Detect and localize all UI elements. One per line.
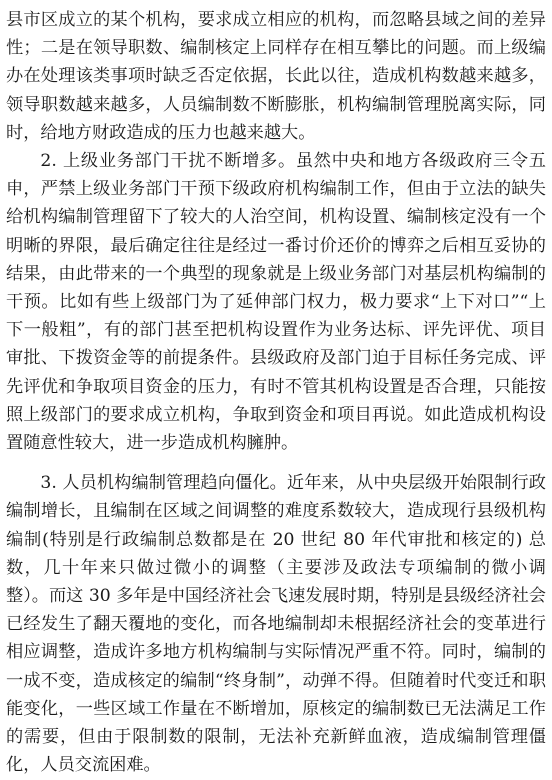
document-page bbox=[6, 6, 546, 774]
paragraph-point-3-staffing-rigidity: 3. 人员机构编制管理趋向僵化。近年来，从中央层级开始限制行政编制增长，且编制在区域之间调整的难度系数较大，造成现行县级机构编制(特别是行政编制总数都是在 20 世纪 80 年代审批和核定的) 总数，几十年来只做过微小的调整（主要涉及政法专项编制的微小调整）。而这 30 多年是中国经济社会飞速发展时期，特别是县级经济社会已经发生了翻天覆地的变化，而各地编制却未根据经济社会的变革进行相应调整，造成许多地方机构编制与实际情况严重不符。同时，编制的一成不变，造成核定的编制“终身制”，动弹不得。但随着时代变迁和职能变化，一些区域工作量在不断增加，原核定的编制数已无法满足工作的需要，但由于限制数的限制，无法补充新鲜血液，造成编制管理僵化，人员交流困难。 bbox=[6, 473, 546, 776]
paragraph-continuation: 县市区成立的某个机构，要求成立相应的机构，而忽略县域之间的差异性；二是在领导职数、编制核定上同样存在相互攀比的问题。而上级编办在处理该类事项时缺乏否定依据，长此以往，造成机构数越来越多，领导职数越来越多，人员编制数不断膨胀，机构编制管理脱离实际，同时，给地方财政造成的压力也越来越大。 bbox=[6, 10, 546, 143]
paragraph-point-2-upper-department-interference: 2. 上级业务部门干扰不断增多。虽然中央和地方各级政府三令五申，严禁上级业务部门干预下级政府机构编制工作，但由于立法的缺失给机构编制管理留下了较大的人治空间，机构设置、编制核定没有一个明晰的界限，最后确定往往是经过一番讨价还价的博弈之后相互妥协的结果，由此带来的一个典型的现象就是上级业务部门对基层机构编制的干预。比如有些上级部门为了延伸部门权力，极力要求“上下对口”“上下一般粗”，有的部门甚至把机构设置作为业务达标、评先评优、项目审批、下拨资金等的前提条件。县级政府及部门迫于目标任务完成、评先评优和争取项目资金的压力，有时不管其机构设置是否合理，只能按照上级部门的要求成立机构，争取到资金和项目再说。如此造成机构设置随意性较大，进一步造成机构臃肿。 bbox=[6, 151, 546, 454]
